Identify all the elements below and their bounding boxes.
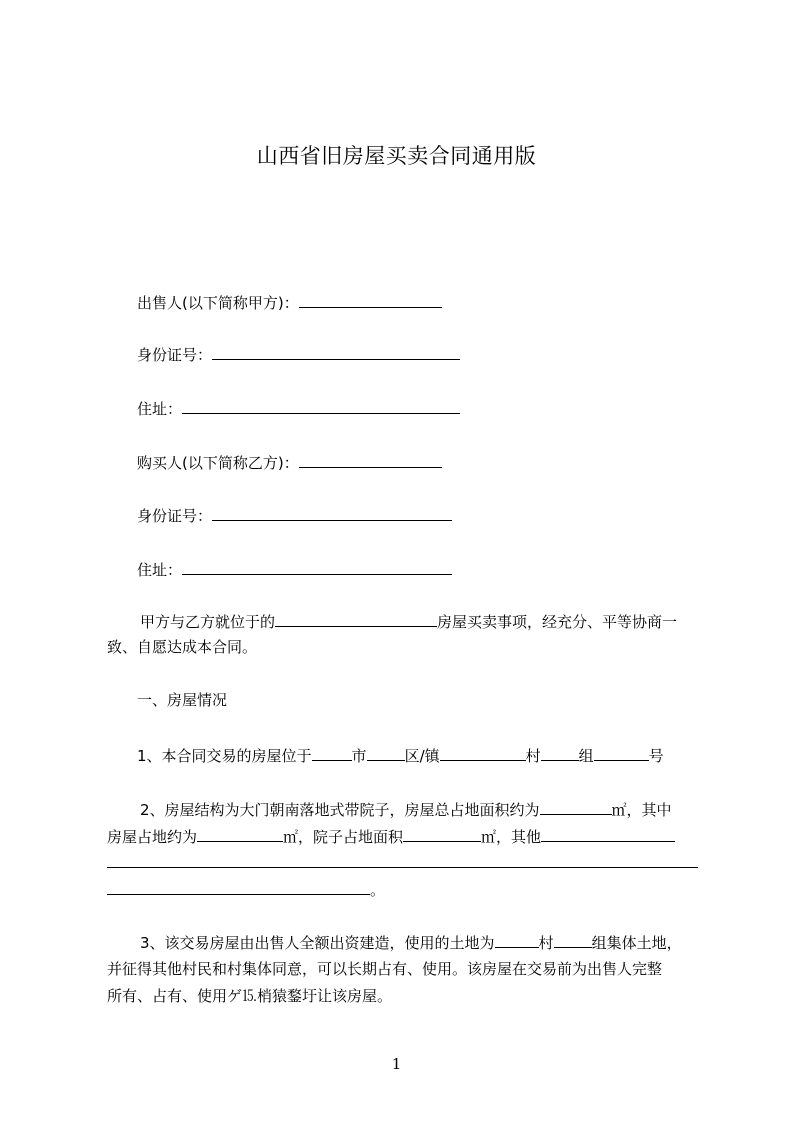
buyer-id-label: 身份证号：: [137, 507, 213, 525]
item-2-line-4: [107, 881, 385, 898]
village-blank[interactable]: [440, 747, 526, 761]
item-2-line-1: [140, 801, 672, 818]
seller-name-blank[interactable]: [299, 294, 442, 308]
buyer-id-blank[interactable]: [212, 507, 452, 521]
group-label: 组: [578, 747, 594, 765]
other-blank-line-2[interactable]: [107, 867, 698, 868]
district-label: 区/镇: [404, 747, 440, 765]
item-2-text-2: 房屋占地约为: [107, 828, 198, 846]
seller-address-label: 住址：: [137, 400, 183, 418]
item-1: [137, 747, 664, 764]
buyer-name-field: [137, 454, 442, 471]
item-2-line-2: [107, 828, 675, 845]
buyer-address-field: [137, 561, 452, 578]
seller-address-blank[interactable]: [182, 400, 460, 414]
seller-address-field: [137, 400, 460, 417]
other-blank-line-3[interactable]: [107, 881, 370, 895]
city-label: 市: [351, 747, 367, 765]
buyer-id-field: [137, 507, 452, 524]
intro-line-2: 致、自愿达成本合同。: [107, 638, 258, 656]
buyer-name-blank[interactable]: [299, 454, 442, 468]
village-label: 村: [525, 747, 541, 765]
item-3-line-2: 并征得其他村民和村集体同意，可以长期占有、使用。该房屋在交易前为出售人完整: [107, 960, 663, 978]
buyer-name-label: 购买人(以下简称乙方)：: [137, 454, 299, 472]
number-label: 号: [648, 747, 664, 765]
seller-name-label: 出售人(以下简称甲方)：: [137, 294, 299, 312]
intro-text-2: 房屋买卖事项，经充分、平等协商一: [437, 613, 678, 631]
item-2-unit-3: ㎡，其他: [481, 828, 542, 846]
house-area-blank[interactable]: [197, 828, 283, 842]
seller-id-label: 身份证号：: [137, 346, 213, 364]
number-blank[interactable]: [594, 747, 649, 761]
item-2-unit-1: ㎡，其中: [611, 801, 672, 819]
section-1-heading: 一、房屋情况: [137, 691, 228, 709]
buyer-address-label: 住址：: [137, 561, 183, 579]
seller-id-field: [137, 346, 460, 363]
item-3-suffix: 组集体土地，: [591, 934, 682, 952]
intro-line-1: [140, 613, 677, 630]
item-2-unit-2: ㎡，院子占地面积: [283, 828, 404, 846]
intro-text-1: 甲方与乙方就位于的: [140, 613, 276, 631]
item-2-end-mark: 。: [370, 881, 386, 899]
page-number: 1: [391, 1055, 402, 1073]
other-blank[interactable]: [541, 828, 675, 842]
document-title: 山西省旧房屋买卖合同通用版: [256, 144, 537, 168]
yard-area-blank[interactable]: [403, 828, 481, 842]
item-3-village: 村: [538, 934, 554, 952]
item-3-text-1: 3、该交易房屋由出售人全额出资建造，使用的土地为: [140, 934, 495, 952]
seller-id-blank[interactable]: [212, 346, 460, 360]
item-3-line-3: 所有、占有、使用ゲ⒖梢猿鍪圩让该房屋。: [107, 987, 393, 1005]
property-location-blank[interactable]: [275, 613, 437, 627]
item-3-line-1: [140, 934, 682, 951]
item-1-prefix: 1、本合同交易的房屋位于: [137, 747, 312, 765]
land-group-blank[interactable]: [554, 934, 592, 948]
buyer-address-blank[interactable]: [182, 561, 452, 575]
item-2-text-1: 2、房屋结构为大门朝南落地式带院子，房屋总占地面积约为: [140, 801, 540, 819]
group-blank[interactable]: [541, 747, 579, 761]
district-blank[interactable]: [367, 747, 405, 761]
city-blank[interactable]: [312, 747, 352, 761]
land-village-blank[interactable]: [495, 934, 539, 948]
total-area-blank[interactable]: [540, 801, 612, 815]
seller-name-field: [137, 294, 442, 311]
